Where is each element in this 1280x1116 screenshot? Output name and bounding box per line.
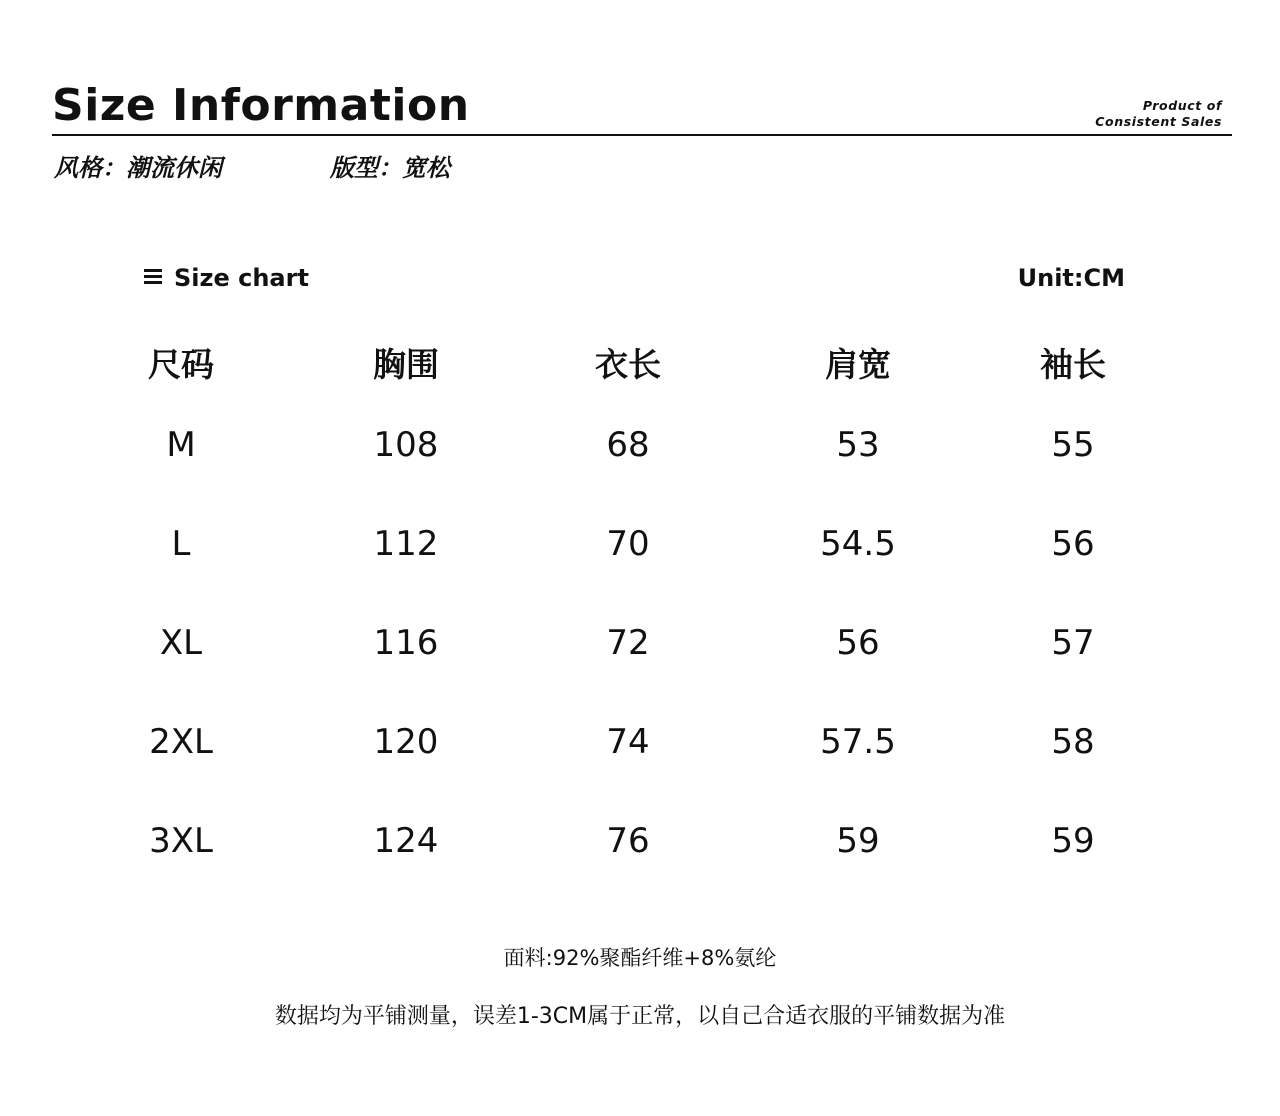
style-label: 风格：潮流休闲 xyxy=(54,154,222,182)
size-chart-heading xyxy=(144,266,309,290)
table-cell: 68 xyxy=(606,425,650,465)
table-cell: L xyxy=(171,524,191,564)
table-cell: 108 xyxy=(373,425,439,465)
measurement-note: 数据均为平铺测量，误差1-3CM属于正常，以自己合适衣服的平铺数据为准 xyxy=(274,1004,1006,1029)
table-cell: XL xyxy=(159,623,203,663)
table-cell: 70 xyxy=(606,524,650,564)
table-cell: 54.5 xyxy=(820,524,896,564)
header-sleeve: 袖长 xyxy=(1040,345,1106,384)
table-cell: 2XL xyxy=(149,722,213,762)
unit-label: Unit:CM xyxy=(1017,264,1125,292)
header-length: 衣长 xyxy=(595,345,661,384)
header-shoulder: 肩宽 xyxy=(825,345,891,384)
table-cell: 57 xyxy=(1051,623,1095,663)
table-header-row xyxy=(70,345,1190,425)
table-cell: 57.5 xyxy=(820,722,896,762)
table-row xyxy=(70,821,1190,920)
table-cell: M xyxy=(166,425,196,465)
header-size: 尺码 xyxy=(148,345,214,384)
table-cell: 56 xyxy=(1051,524,1095,564)
table-cell: 112 xyxy=(373,524,439,564)
brand-line-2: Consistent Sales xyxy=(1095,114,1222,129)
table-row xyxy=(70,623,1190,722)
table-cell: 124 xyxy=(373,821,439,861)
header-chest: 胸围 xyxy=(373,345,439,384)
brand-tagline xyxy=(1095,98,1222,130)
fit-label: 版型：宽松 xyxy=(330,154,450,182)
table-cell: 3XL xyxy=(149,821,213,861)
brand-line-1: Product of xyxy=(1142,98,1222,113)
page-title: Size Information xyxy=(52,80,470,131)
table-row xyxy=(70,425,1190,524)
table-cell: 59 xyxy=(836,821,880,861)
table-cell: 116 xyxy=(373,623,439,663)
table-cell: 120 xyxy=(373,722,439,762)
table-cell: 72 xyxy=(606,623,650,663)
menu-icon xyxy=(144,266,162,287)
table-row xyxy=(70,722,1190,821)
table-cell: 58 xyxy=(1051,722,1095,762)
table-cell: 56 xyxy=(836,623,880,663)
size-chart-label: Size chart xyxy=(174,264,309,292)
table-cell: 55 xyxy=(1051,425,1095,465)
material-info: 面料:92%聚酯纤维+8%氨纶 xyxy=(503,946,777,970)
table-cell: 74 xyxy=(606,722,650,762)
table-cell: 76 xyxy=(606,821,650,861)
header-divider xyxy=(52,134,1232,136)
size-table xyxy=(70,345,1190,920)
table-row xyxy=(70,524,1190,623)
table-cell: 59 xyxy=(1051,821,1095,861)
table-cell: 53 xyxy=(836,425,880,465)
